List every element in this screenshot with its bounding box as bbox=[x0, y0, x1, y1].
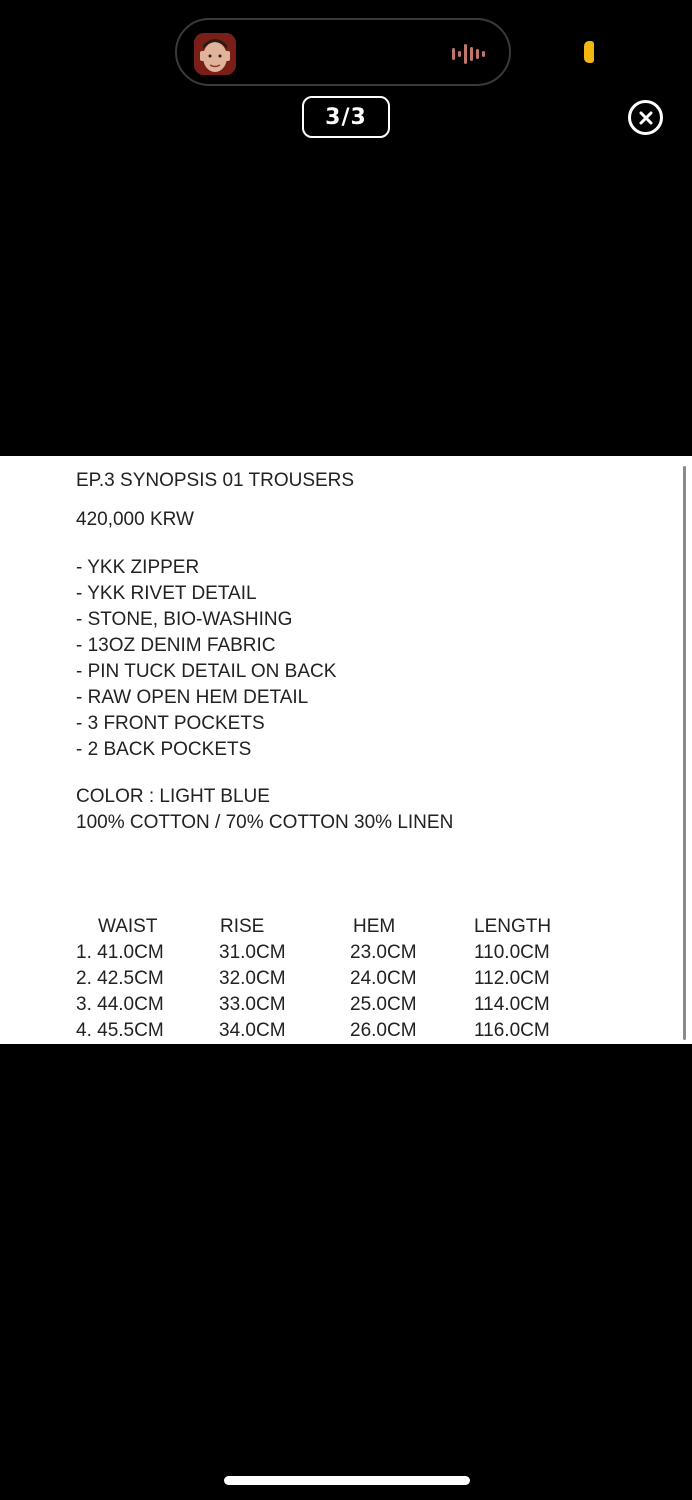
privacy-indicator bbox=[584, 41, 594, 63]
list-item: - YKK ZIPPER bbox=[76, 557, 200, 578]
list-item: - 3 FRONT POCKETS bbox=[76, 713, 265, 734]
dynamic-island[interactable] bbox=[175, 18, 511, 86]
size-table bbox=[76, 914, 594, 1044]
table-cell: 26.0CM bbox=[350, 1020, 417, 1041]
table-cell: 32.0CM bbox=[219, 968, 286, 989]
story-content bbox=[0, 456, 692, 1044]
table-cell: 1. 41.0CM bbox=[76, 942, 164, 963]
table-cell: 34.0CM bbox=[219, 1020, 286, 1041]
table-cell: 112.0CM bbox=[474, 968, 550, 989]
list-item: - PIN TUCK DETAIL ON BACK bbox=[76, 661, 337, 682]
table-cell: 2. 42.5CM bbox=[76, 968, 164, 989]
product-title: EP.3 SYNOPSIS 01 TROUSERS bbox=[76, 470, 355, 491]
color-line: COLOR : LIGHT BLUE bbox=[76, 786, 270, 807]
scrollbar[interactable] bbox=[683, 466, 686, 1040]
page-counter: 3/3 bbox=[302, 96, 390, 138]
table-header-row bbox=[76, 914, 594, 940]
table-cell: 4. 45.5CM bbox=[76, 1020, 164, 1041]
list-item: - YKK RIVET DETAIL bbox=[76, 583, 257, 604]
table-cell: 31.0CM bbox=[219, 942, 286, 963]
list-item: - RAW OPEN HEM DETAIL bbox=[76, 687, 309, 708]
home-indicator[interactable] bbox=[224, 1476, 470, 1485]
table-row bbox=[76, 966, 594, 992]
header-rise: RISE bbox=[220, 916, 265, 937]
list-item: - 2 BACK POCKETS bbox=[76, 739, 252, 760]
header-waist: WAIST bbox=[98, 916, 158, 937]
close-circle-icon bbox=[638, 110, 654, 126]
feature-list bbox=[76, 555, 336, 763]
header-length: LENGTH bbox=[474, 916, 552, 937]
table-cell: 116.0CM bbox=[474, 1020, 550, 1041]
list-item: - STONE, BIO-WASHING bbox=[76, 609, 293, 630]
table-row bbox=[76, 940, 594, 966]
table-cell: 24.0CM bbox=[350, 968, 417, 989]
material-line: 100% COTTON / 70% COTTON 30% LINEN bbox=[76, 812, 454, 833]
table-cell: 33.0CM bbox=[219, 994, 286, 1015]
table-row bbox=[76, 1018, 594, 1044]
header-hem: HEM bbox=[353, 916, 396, 937]
table-row bbox=[76, 992, 594, 1018]
avatar bbox=[194, 33, 236, 75]
product-price: 420,000 KRW bbox=[76, 509, 194, 530]
close-button[interactable] bbox=[628, 100, 663, 135]
audio-waveform-icon bbox=[451, 42, 489, 66]
table-cell: 110.0CM bbox=[474, 942, 550, 963]
table-cell: 25.0CM bbox=[350, 994, 417, 1015]
table-cell: 114.0CM bbox=[474, 994, 550, 1015]
table-cell: 3. 44.0CM bbox=[76, 994, 164, 1015]
list-item: - 13OZ DENIM FABRIC bbox=[76, 635, 276, 656]
table-cell: 23.0CM bbox=[350, 942, 417, 963]
